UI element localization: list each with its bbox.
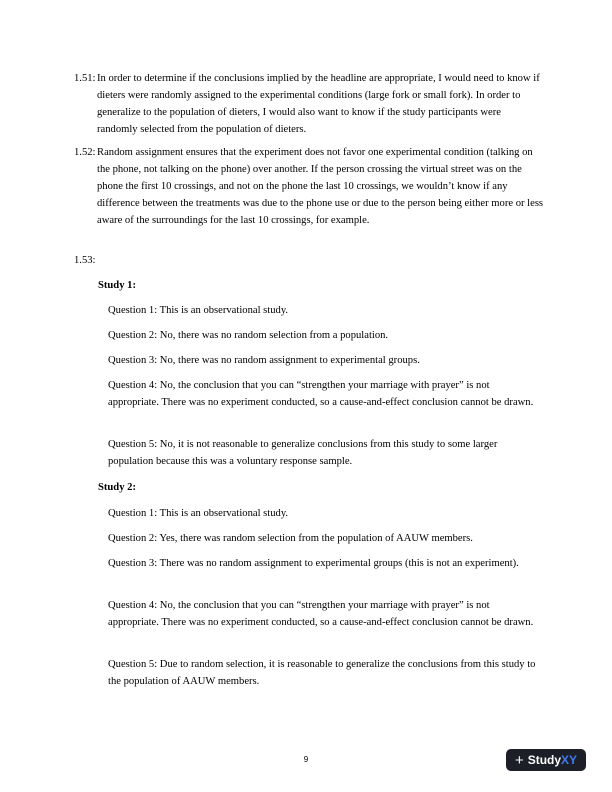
plus-icon: + xyxy=(514,751,524,769)
study-2-question-2: Question 2: Yes, there was random selection from the population of AAUW members. xyxy=(108,533,473,544)
study-1-title: Study 1: xyxy=(98,280,136,291)
answer-number: 1.53: xyxy=(74,255,96,266)
study-2-question-4: Question 4: No, the conclusion that you can “strengthen your marriage with prayer” is not appropriate. There was no experiment conducted, so a cause-and-effect conclusion cannot be drawn. xyxy=(108,600,534,628)
study-2-question-3: Question 3: There was no random assignment to experimental groups (this is not an experiment). xyxy=(108,558,519,569)
study-1-question-3: Question 3: No, there was no random assignment to experimental groups. xyxy=(108,355,420,366)
answer-text: In order to determine if the conclusions implied by the headline are appropriate, I would need to know if dieters were randomly assigned to the experimental conditions (large fork or small fork). In order to generalize to the population of dieters, I would also want to know if the study participants were randomly selected from the population of dieters. xyxy=(97,73,540,135)
study-1-question-1: Question 1: This is an observational study. xyxy=(108,305,289,316)
study-2-question-5: Question 5: Due to random selection, it is reasonable to generalize the conclusions from this study to the population of AAUW members. xyxy=(108,659,536,687)
page-number: 9 xyxy=(303,755,309,764)
study-1-question-2: Question 2: No, there was no random selection from a population. xyxy=(108,330,389,341)
answer-text: Random assignment ensures that the experiment does not favor one experimental condition (talking on the phone, not talking on the phone) over another. If the person crossing the virtual street was on the phone the first 10 crossings, and not on the phone the last 10 crossings, we wouldn’t know if any difference between the treatments was due to the phone use or due to the person being either more or less aware of the surroundings for the last 10 crossings, for example. xyxy=(97,147,544,226)
study-2-question-1: Question 1: This is an observational study. xyxy=(108,508,289,519)
study-1-question-5: Question 5: No, it is not reasonable to generalize conclusions from this study to some larger population because this was a voluntary response sample. xyxy=(108,439,498,467)
studyxy-logo-badge xyxy=(506,749,586,771)
study-2-title: Study 2: xyxy=(98,482,136,493)
answer-number: 1.52: xyxy=(74,147,96,158)
answer-number: 1.51: xyxy=(74,73,96,84)
logo-text-xy: XY xyxy=(561,753,578,767)
logo-text-study: Study xyxy=(527,753,562,767)
answer-1-51 xyxy=(74,70,544,138)
answer-1-52 xyxy=(74,144,544,229)
study-1-question-4: Question 4: No, the conclusion that you can “strengthen your marriage with prayer” is not appropriate. There was no experiment conducted, so a cause-and-effect conclusion cannot be drawn. xyxy=(108,380,534,408)
